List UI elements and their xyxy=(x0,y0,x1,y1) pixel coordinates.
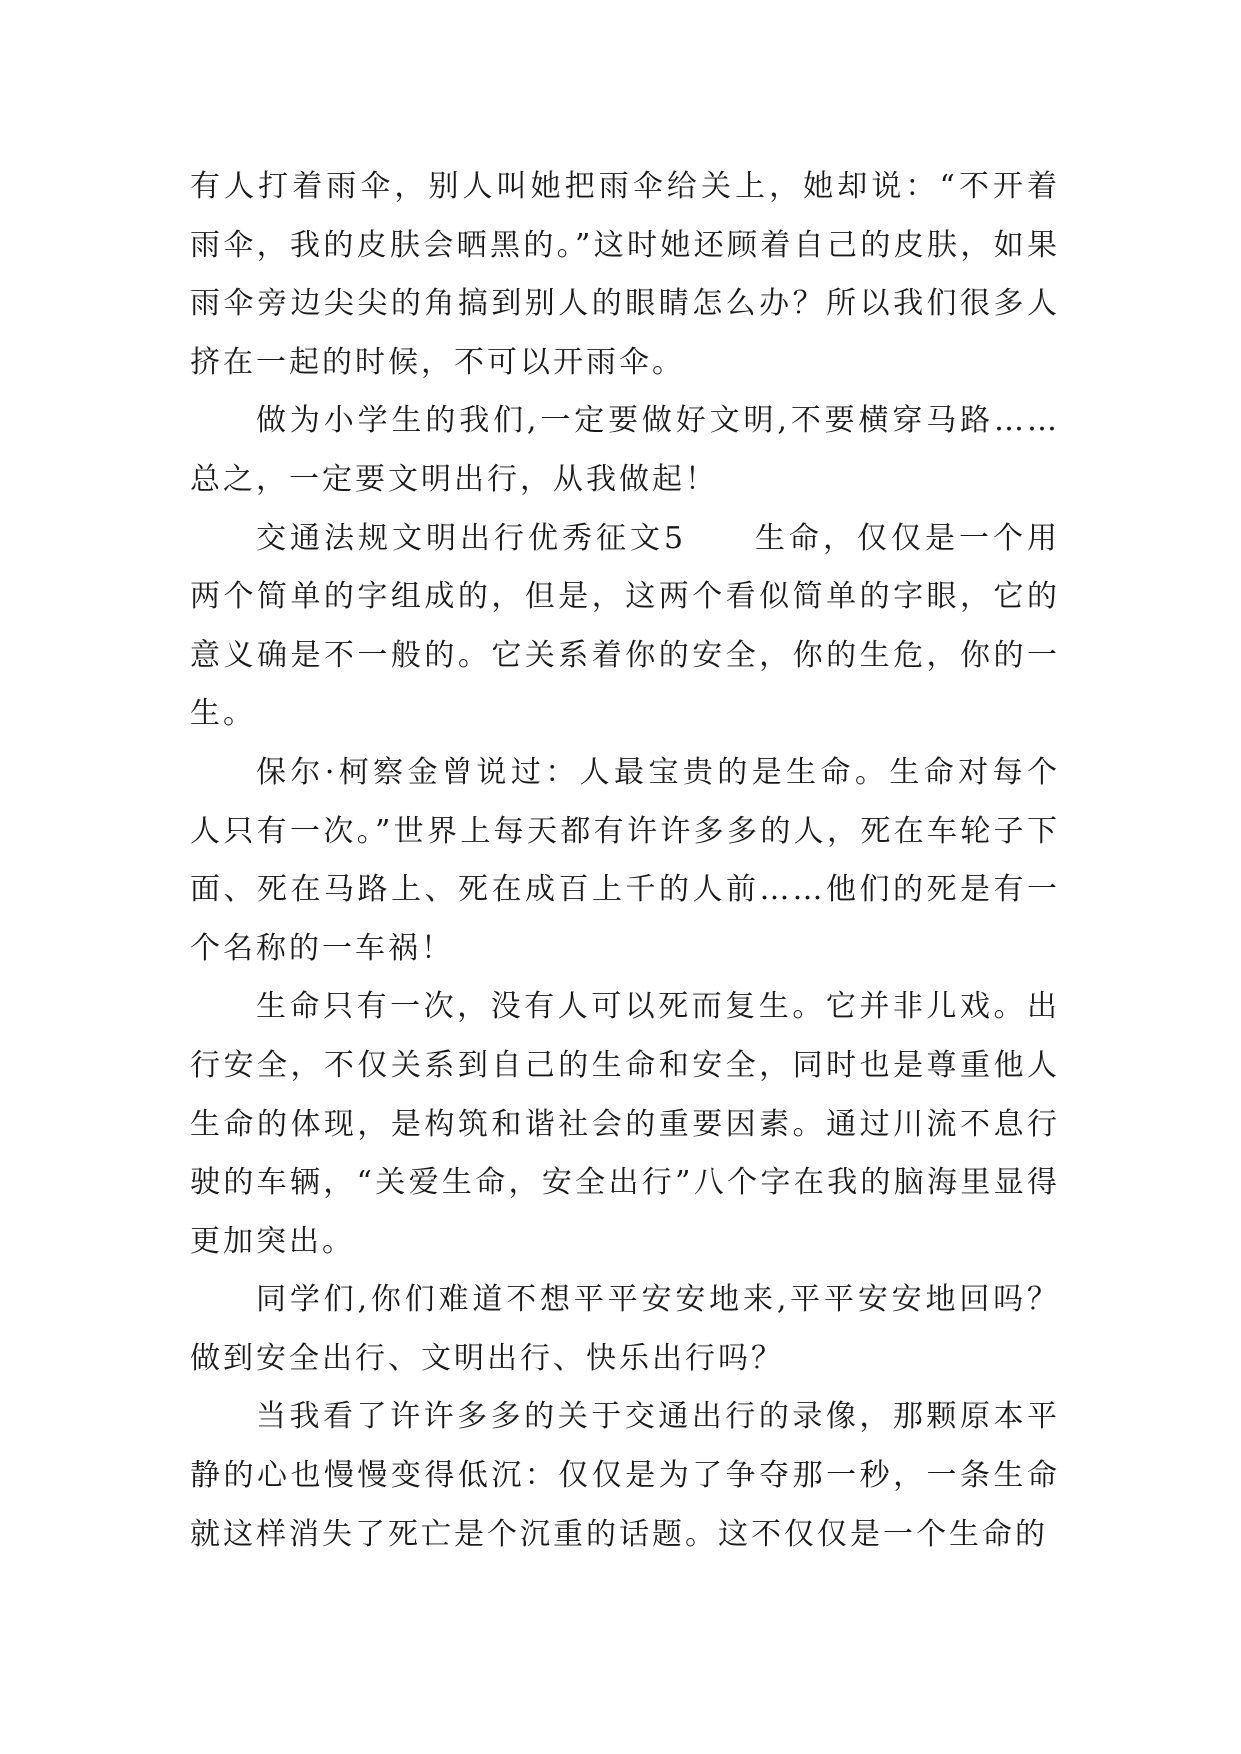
paragraph-1: 有人打着雨伞，别人叫她把雨伞给关上，她却说：“不开着雨伞，我的皮肤会晒黑的。”这时她还顾着自己的皮肤，如果雨伞旁边尖尖的角搞到别人的眼睛怎么办？所以我们很多人挤在一起的时候，不可以开雨伞。 xyxy=(190,169,1060,380)
paragraph-2: 做为小学生的我们,一定要做好文明,不要横穿马路……总之，一定要文明出行，从我做起！ xyxy=(190,403,1060,497)
paragraph-3: 交通法规文明出行优秀征文5 生命，仅仅是一个用两个简单的字组成的，但是，这两个看似简单的字眼，它的意义确是不一般的。它关系着你的安全，你的生危，你的一生。 xyxy=(190,520,1060,732)
document-body xyxy=(190,158,1060,1564)
paragraph-5: 生命只有一次，没有人可以死而复生。它并非儿戏。出行安全，不仅关系到自己的生命和安全，同时也是尊重他人生命的体现，是构筑和谐社会的重要因素。通过川流不息行驶的车辆，“关爱生命，安全出行”八个字在我的脑海里显得更加突出。 xyxy=(190,989,1060,1259)
paragraph-6: 同学们,你们难道不想平平安安地来,平平安安地回吗？做到安全出行、文明出行、快乐出行吗？ xyxy=(190,1282,1060,1376)
paragraph-7: 当我看了许许多多的关于交通出行的录像，那颗原本平静的心也慢慢变得低沉：仅仅是为了争夺那一秒，一条生命就这样消失了死亡是个沉重的话题。这不仅仅是一个生命的 xyxy=(190,1399,1060,1552)
paragraph-4: 保尔·柯察金曾说过：人最宝贵的是生命。生命对每个人只有一次。”世界上每天都有许许多多的人，死在车轮子下面、死在马路上、死在成百上千的人前……他们的死是有一个名称的一车祸！ xyxy=(190,754,1060,966)
